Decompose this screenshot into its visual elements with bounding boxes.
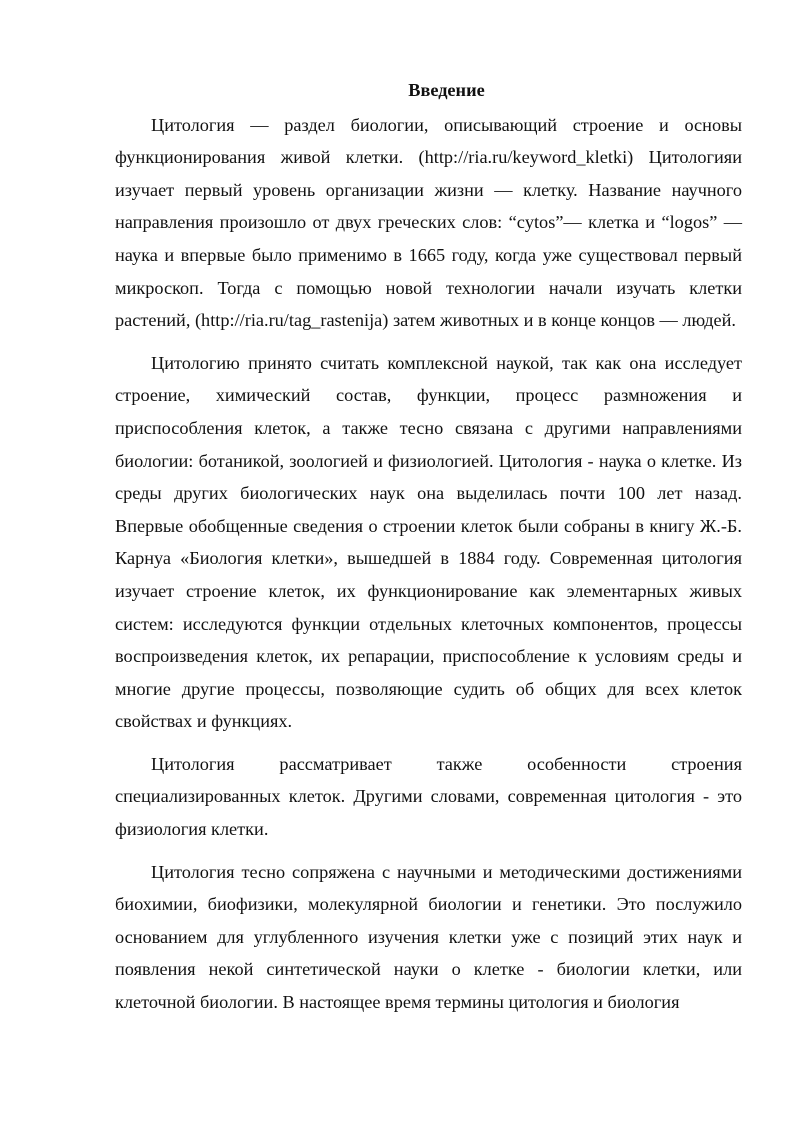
document-page: [115, 74, 742, 1029]
paragraph-specialized-cells: Цитология рассматривает также особенности строения специализированных клеток. Другими словами, современная цитология - это физиология клетки.: [115, 753, 742, 840]
paragraph-complex-science: Цитологию принято считать комплексной наукой, так как она исследует строение, химический состав, функции, процесс размножения и приспособления клеток, а также тесно связана с другими направлениями биологии: ботаникой, зоологией и физиологией. Цитология - наука о клетке. Из среды других биологических наук она выделилась почти 100 лет назад. Впервые обобщенные сведения о строении клеток были собраны в книгу Ж.-Б. Карнуа «Биология клетки», вышедшей в 1884 году. Современная цитология изучает строение клеток, их функционирование как элементарных живых систем: исследуются функции отдельных клеточных компонентов, процессы воспроизведения клеток, их репарации, приспособление к условиям среды и многие другие процессы, позволяющие судить об общих для всех клеток свойствах и функциях.: [115, 352, 742, 732]
paragraph-related-sciences: Цитология тесно сопряжена с научными и методическими достижениями биохимии, биофизики, молекулярной биологии и генетики. Это послужило основанием для углубленного изучения клетки уже с позиций этих наук и появления некой синтетической науки о клетке - биологии клетки, или клеточной биологии. В настоящее время термины цитология и биология: [115, 861, 742, 1013]
page-title: Введение: [408, 80, 485, 100]
paragraph-intro: Цитология — раздел биологии, описывающий строение и основы функционирования живой клетки. (http://ria.ru/keyword_kletki) Цитологияи изучает первый уровень организации жизни — клетку. Название научного направления произошло от двух греческих слов: “cytos”— клетка и “logos” — наука и впервые было применимо в 1665 году, когда уже существовал первый микроскоп. Тогда с помощью новой технологии начали изучать клетки растений, (http://ria.ru/tag_rastenija) затем животных и в конце концов — людей.: [115, 114, 742, 331]
